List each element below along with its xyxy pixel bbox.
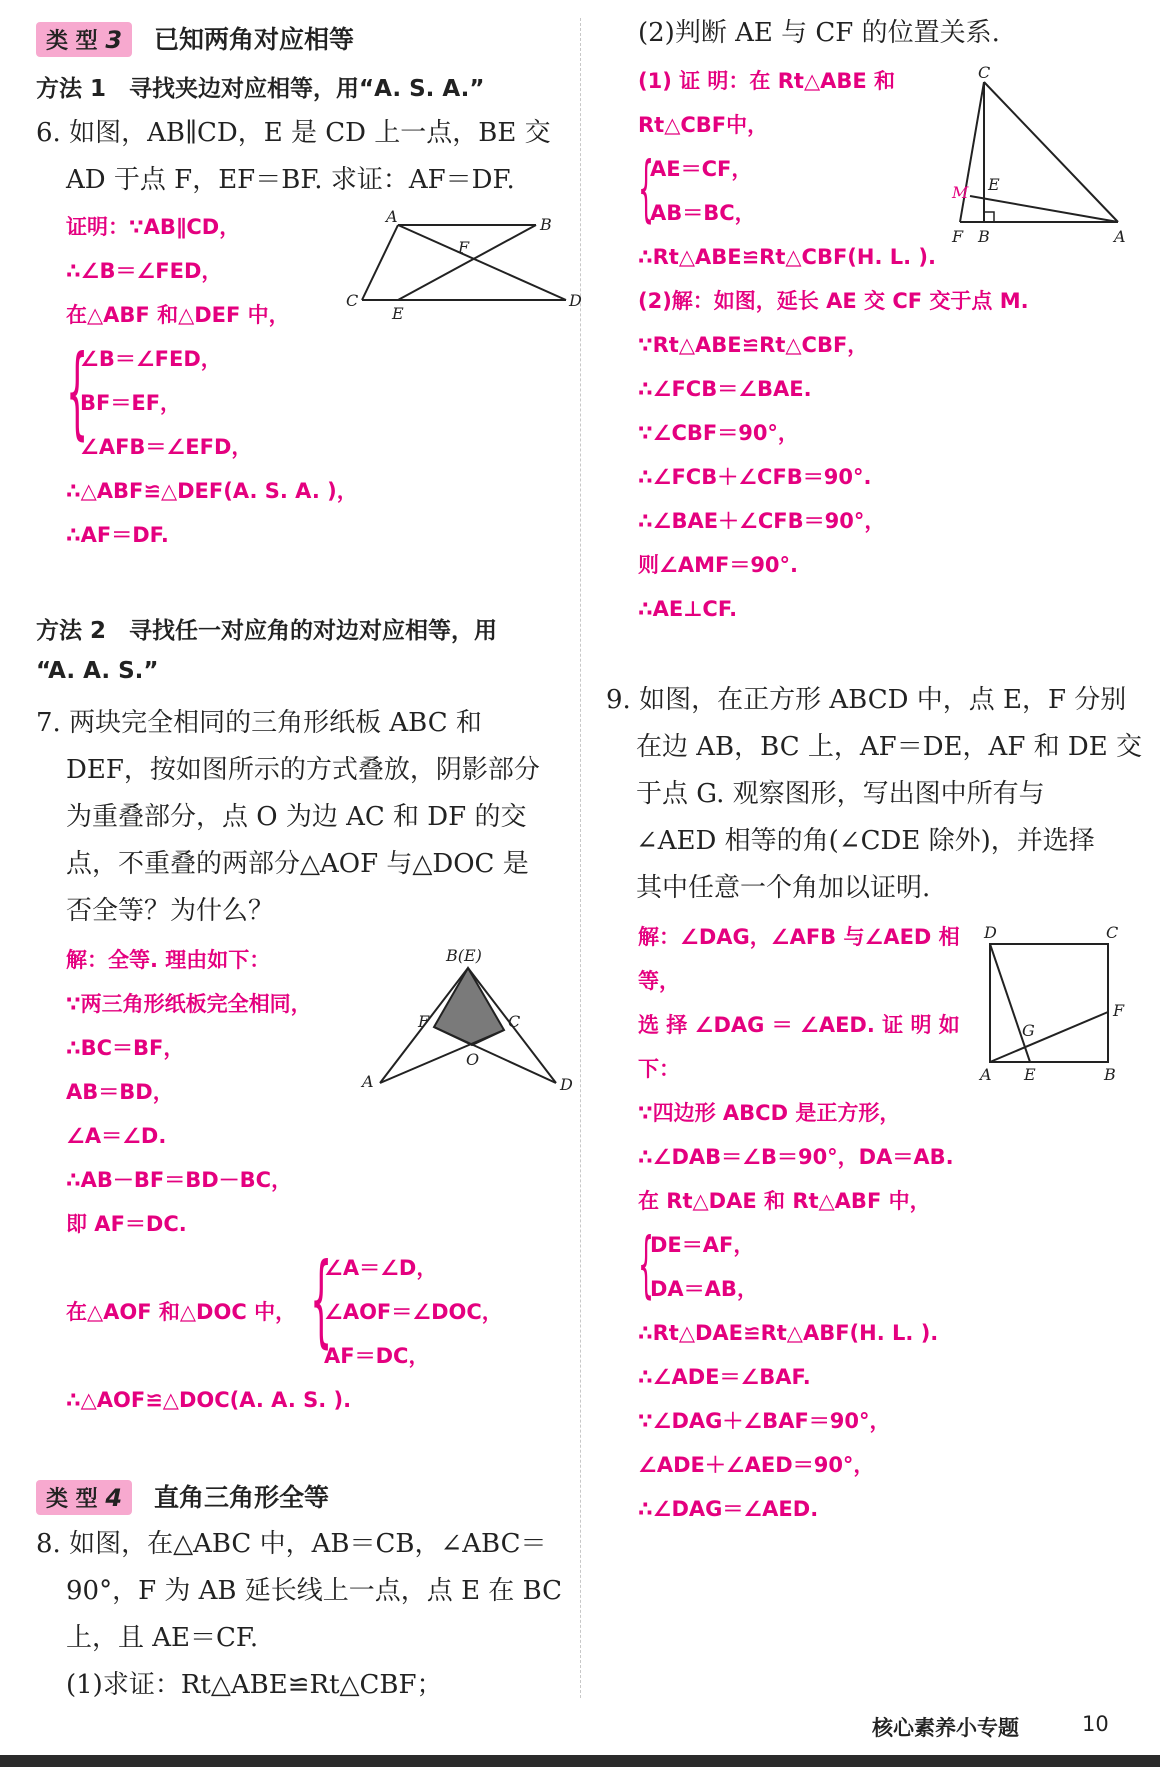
svg-text:A: A bbox=[1114, 227, 1126, 246]
q7-system-prefix: 在△AOF 和△DOC 中， bbox=[66, 1300, 297, 1324]
q9-brace: { bbox=[638, 1222, 655, 1306]
q8-sol-7: ∵Rt△ABE≌Rt△CBF， bbox=[638, 333, 869, 357]
q6-line-2: AD 于点 F，EF＝BF. 求证：AF＝DF. bbox=[66, 165, 515, 195]
svg-text:D: D bbox=[984, 923, 997, 942]
q6-sol-6: ∠AFB＝∠EFD， bbox=[80, 435, 253, 459]
q9-sol-14: ∴∠DAG＝∠AED. bbox=[638, 1497, 819, 1521]
q6-sol-5: BF＝EF， bbox=[80, 391, 182, 415]
method2-heading-1: 方法 2 寻找任一对应角的对边对应相等，用 bbox=[36, 618, 498, 644]
q8-line-1: 8. 如图，在△ABC 中，AB＝CB，∠ABC＝ bbox=[36, 1529, 547, 1559]
q8-sol-1: (1) 证 明：在 Rt△ABE 和 bbox=[638, 69, 896, 93]
q7-line-2: DEF，按如图所示的方式叠放，阴影部分 bbox=[66, 755, 540, 785]
q9-sol-1: 解：∠DAG，∠AFB 与∠AED 相 bbox=[638, 925, 960, 949]
q8-sol-5: ∴Rt△ABE≌Rt△CBF(H. L. ). bbox=[638, 245, 936, 269]
q7-sol-5: ∠A＝∠D. bbox=[66, 1124, 167, 1148]
svg-text:F: F bbox=[458, 238, 470, 257]
q9-sol-8: DE＝AF， bbox=[650, 1233, 755, 1257]
q7-line-1: 7. 两块完全相同的三角形纸板 ABC 和 bbox=[36, 708, 482, 738]
q9-line-3: 于点 G. 观察图形，写出图中所有与 bbox=[636, 779, 1045, 809]
svg-text:O: O bbox=[466, 1050, 480, 1069]
svg-text:E: E bbox=[988, 175, 1000, 194]
q9-sol-3: 选 择 ∠DAG ＝ ∠AED. 证 明 如 bbox=[638, 1013, 960, 1037]
svg-text:D: D bbox=[560, 1075, 573, 1094]
q7-sol-2: ∵两三角形纸板完全相同， bbox=[66, 992, 312, 1016]
q8-sol-12: 则∠AMF＝90°. bbox=[638, 553, 799, 577]
svg-text:G: G bbox=[1022, 1021, 1035, 1040]
q8-line-3: 上，且 AE＝CF. bbox=[66, 1623, 259, 1653]
q8-sol-6: (2)解：如图，延长 AE 交 CF 交于点 M. bbox=[638, 289, 1029, 313]
svg-text:A: A bbox=[980, 1065, 992, 1084]
svg-text:E: E bbox=[392, 304, 404, 323]
type4-badge: 类 型 4 bbox=[36, 1480, 132, 1515]
q9-line-5: 其中任意一个角加以证明. bbox=[636, 873, 931, 903]
svg-text:C: C bbox=[978, 63, 991, 82]
q6-sol-8: ∴AF＝DF. bbox=[66, 523, 169, 547]
q9-figure bbox=[974, 920, 1134, 1085]
svg-text:F: F bbox=[418, 1012, 430, 1031]
q8-line-4: (1)求证：Rt△ABE≌Rt△CBF； bbox=[66, 1670, 443, 1700]
q8-sol-2: Rt△CBF中， bbox=[638, 113, 769, 137]
bottom-bar bbox=[0, 1755, 1160, 1767]
q8-sol-11: ∴∠BAE＋∠CFB＝90°， bbox=[638, 509, 886, 533]
q9-sol-9: DA＝AB， bbox=[650, 1277, 758, 1301]
type4-title: 直角三角形全等 bbox=[154, 1483, 330, 1512]
q6-sol-1: 证明：∵AB∥CD， bbox=[66, 215, 241, 239]
q7-sol-4: AB＝BD， bbox=[66, 1080, 174, 1104]
method1-heading: 方法 1 寻找夹边对应相等，用“A. S. A.” bbox=[36, 76, 485, 102]
q6-sol-2: ∴∠B＝∠FED， bbox=[66, 259, 223, 283]
svg-text:E: E bbox=[1024, 1065, 1036, 1084]
q9-sol-12: ∵∠DAG＋∠BAF＝90°， bbox=[638, 1409, 891, 1433]
svg-text:B(E): B(E) bbox=[446, 946, 482, 965]
method2-heading-2: “A. A. S.” bbox=[36, 658, 159, 684]
q7-sol-7: 即 AF＝DC. bbox=[66, 1212, 187, 1236]
q7-system-3: AF＝DC， bbox=[324, 1344, 430, 1368]
page-number: 10 bbox=[1082, 1712, 1109, 1736]
q8-brace: { bbox=[638, 146, 655, 230]
svg-text:B: B bbox=[978, 227, 990, 246]
q8-sol-4: AB＝BC， bbox=[650, 201, 756, 225]
q8-line-5: (2)判断 AE 与 CF 的位置关系. bbox=[638, 18, 1000, 48]
type3-header bbox=[36, 20, 354, 57]
svg-text:C: C bbox=[1106, 923, 1119, 942]
svg-text:C: C bbox=[346, 291, 359, 310]
q9-sol-6: ∴∠DAB＝∠B＝90°，DA＝AB. bbox=[638, 1145, 954, 1169]
q8-line-2: 90°，F 为 AB 延长线上一点，点 E 在 BC bbox=[66, 1576, 563, 1606]
q6-sol-4: ∠B＝∠FED， bbox=[80, 347, 222, 371]
type3-badge: 类 型 3 bbox=[36, 22, 132, 57]
q7-sol-6: ∴AB－BF＝BD－BC， bbox=[66, 1168, 293, 1192]
svg-text:B: B bbox=[1104, 1065, 1116, 1084]
q6-line-1: 6. 如图，AB∥CD，E 是 CD 上一点，BE 交 bbox=[36, 118, 551, 148]
svg-text:M: M bbox=[952, 183, 969, 202]
q9-sol-11: ∴∠ADE＝∠BAF. bbox=[638, 1365, 811, 1389]
q6-sol-7: ∴△ABF≌△DEF(A. S. A. )， bbox=[66, 479, 358, 503]
q6-figure bbox=[346, 205, 596, 325]
svg-text:A: A bbox=[386, 207, 398, 226]
q7-sol-3: ∴BC＝BF， bbox=[66, 1036, 185, 1060]
svg-text:F: F bbox=[952, 227, 964, 246]
svg-text:F: F bbox=[1113, 1001, 1125, 1020]
q9-sol-4: 下： bbox=[638, 1057, 680, 1081]
q8-sol-3: AE＝CF， bbox=[650, 157, 753, 181]
q9-line-1: 9. 如图，在正方形 ABCD 中，点 E，F 分别 bbox=[606, 685, 1127, 715]
type3-title: 已知两角对应相等 bbox=[154, 25, 355, 54]
svg-text:D: D bbox=[569, 291, 582, 310]
q9-sol-2: 等， bbox=[638, 969, 680, 993]
q8-sol-13: ∴AE⊥CF. bbox=[638, 597, 738, 621]
svg-text:A: A bbox=[362, 1072, 374, 1091]
q9-line-2: 在边 AB，BC 上，AF＝DE，AF 和 DE 交 bbox=[636, 732, 1142, 762]
q7-system-2: ∠AOF＝∠DOC， bbox=[324, 1300, 503, 1324]
svg-text:C: C bbox=[508, 1012, 521, 1031]
q9-sol-10: ∴Rt△DAE≌Rt△ABF(H. L. ). bbox=[638, 1321, 939, 1345]
q8-figure bbox=[938, 62, 1128, 252]
q7-conclusion: ∴△AOF≌△DOC(A. A. S. ). bbox=[66, 1388, 352, 1412]
q8-sol-10: ∴∠FCB＋∠CFB＝90°. bbox=[638, 465, 872, 489]
q9-line-4: ∠AED 相等的角(∠CDE 除外)，并选择 bbox=[636, 826, 1095, 856]
q9-sol-13: ∠ADE＋∠AED＝90°， bbox=[638, 1453, 875, 1477]
q9-sol-7: 在 Rt△DAE 和 Rt△ABF 中， bbox=[638, 1189, 931, 1213]
q9-sol-5: ∵四边形 ABCD 是正方形， bbox=[638, 1101, 901, 1125]
q8-sol-8: ∴∠FCB＝∠BAE. bbox=[638, 377, 812, 401]
svg-text:B: B bbox=[540, 215, 552, 234]
q7-brace: { bbox=[310, 1241, 333, 1358]
footer-title: 核心素养小专题 bbox=[872, 1716, 1019, 1740]
q7-line-3: 为重叠部分，点 O 为边 AC 和 DF 的交 bbox=[66, 802, 527, 832]
q7-line-4: 点，不重叠的两部分△AOF 与△DOC 是 bbox=[66, 849, 529, 879]
q8-sol-9: ∵∠CBF＝90°， bbox=[638, 421, 799, 445]
q7-sol-1: 解：全等. 理由如下： bbox=[66, 948, 271, 972]
q7-figure bbox=[356, 935, 596, 1095]
type4-header bbox=[36, 1478, 329, 1515]
q7-line-5: 否全等？为什么？ bbox=[66, 896, 275, 926]
q6-sol-3: 在△ABF 和△DEF 中， bbox=[66, 303, 290, 327]
q7-system-1: ∠A＝∠D， bbox=[324, 1256, 438, 1280]
q6-brace: { bbox=[66, 333, 89, 450]
